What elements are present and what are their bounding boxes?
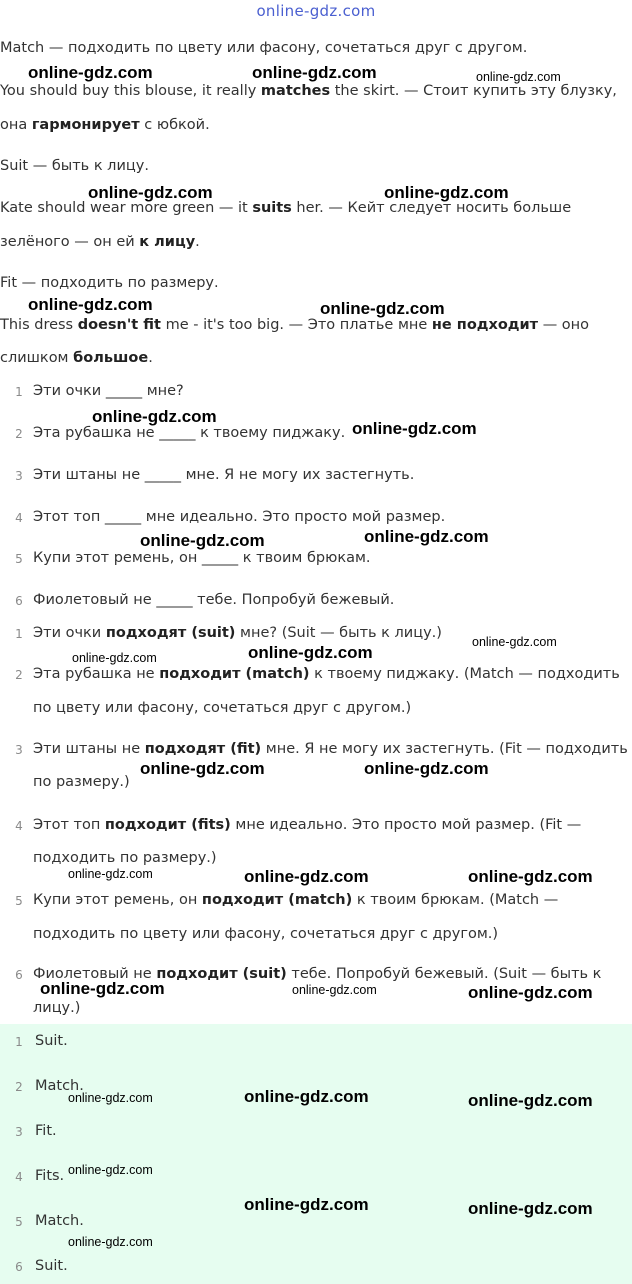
watermark: online-gdz.com (140, 759, 265, 778)
watermark: online-gdz.com (468, 1199, 593, 1218)
list-item: Эти очки подходят (suit) мне? (Suit — быть к лицу.) (33, 625, 442, 641)
list-item-number: 5 (15, 1215, 23, 1229)
watermark: online-gdz.com (292, 983, 377, 997)
watermark: online-gdz.com (68, 1163, 153, 1177)
list-item: Купи этот ремень, он подходит (match) к твоим брюкам. (Match — (33, 892, 559, 908)
site-header-logo[interactable]: online-gdz.com (256, 2, 376, 20)
list-item-number: 1 (15, 385, 23, 399)
list-item-continuation: по размеру.) (33, 774, 130, 790)
list-item-number: 3 (15, 1125, 23, 1139)
answer-item: Match. (35, 1213, 84, 1229)
watermark: online-gdz.com (468, 867, 593, 886)
list-item-number: 2 (15, 427, 23, 441)
watermark: online-gdz.com (252, 63, 377, 82)
example-match-line1: You should buy this blouse, it really matches the skirt. — Стоит купить эту блузку, (0, 83, 617, 99)
watermark: online-gdz.com (140, 531, 265, 550)
list-item: Эта рубашка не _____ к твоему пиджаку. (33, 425, 346, 441)
example-match-line2: она гармонирует с юбкой. (0, 117, 210, 133)
watermark: online-gdz.com (40, 979, 165, 998)
watermark: online-gdz.com (28, 63, 153, 82)
example-suit-line2: зелёного — он ей к лицу. (0, 234, 200, 250)
answer-item: Fit. (35, 1123, 57, 1139)
list-item: Этот топ _____ мне идеально. Это просто мой размер. (33, 509, 446, 525)
list-item: Эти штаны не _____ мне. Я не могу их застегнуть. (33, 467, 415, 483)
list-item-number: 4 (15, 511, 23, 525)
list-item-number: 4 (15, 1170, 23, 1184)
watermark: online-gdz.com (68, 867, 153, 881)
list-item-number: 6 (15, 1260, 23, 1274)
answer-item: Match. (35, 1078, 84, 1094)
answer-item: Fits. (35, 1168, 65, 1184)
list-item-number: 6 (15, 594, 23, 608)
watermark: online-gdz.com (244, 867, 369, 886)
watermark: online-gdz.com (244, 1087, 369, 1106)
watermark: online-gdz.com (244, 1195, 369, 1214)
watermark: online-gdz.com (468, 1091, 593, 1110)
example-fit-line1: This dress doesn't fit me - it's too big. — Это платье мне не подходит — оно (0, 317, 590, 333)
list-item-continuation: лицу.) (33, 1000, 81, 1016)
list-item: Эти штаны не подходят (fit) мне. Я не могу их застегнуть. (Fit — подходить (33, 741, 628, 757)
watermark: online-gdz.com (476, 70, 561, 84)
answer-item: Suit. (35, 1258, 68, 1274)
list-item-number: 4 (15, 819, 23, 833)
list-item-number: 6 (15, 968, 23, 982)
list-item: Купи этот ремень, он _____ к твоим брюкам. (33, 550, 371, 566)
watermark: online-gdz.com (364, 527, 489, 546)
definition-match: Match — подходить по цвету или фасону, сочетаться друг с другом. (0, 40, 528, 56)
watermark: online-gdz.com (320, 299, 445, 318)
definition-fit: Fit — подходить по размеру. (0, 275, 219, 291)
example-suit-line1: Kate should wear more green — it suits her. — Кейт следует носить больше (0, 200, 572, 216)
list-item-continuation: подходить по размеру.) (33, 850, 217, 866)
list-item-number: 2 (15, 1080, 23, 1094)
example-fit-line2: слишком большое. (0, 350, 153, 366)
watermark: online-gdz.com (92, 407, 217, 426)
list-item: Фиолетовый не подходит (suit) тебе. Попробуй бежевый. (Suit — быть к (33, 966, 602, 982)
list-item-number: 3 (15, 743, 23, 757)
list-item-number: 1 (15, 627, 23, 641)
watermark: online-gdz.com (88, 183, 213, 202)
watermark: online-gdz.com (352, 419, 477, 438)
watermark: online-gdz.com (72, 651, 157, 665)
list-item: Фиолетовый не _____ тебе. Попробуй бежевый. (33, 592, 395, 608)
list-item: Этот топ подходит (fits) мне идеально. Это просто мой размер. (Fit — (33, 817, 582, 833)
watermark: online-gdz.com (468, 983, 593, 1002)
list-item-continuation: подходить по цвету или фасону, сочетаться друг с другом.) (33, 926, 499, 942)
watermark: online-gdz.com (68, 1091, 153, 1105)
answer-item: Suit. (35, 1033, 68, 1049)
list-item-number: 3 (15, 469, 23, 483)
watermark: online-gdz.com (248, 643, 373, 662)
list-item-number: 1 (15, 1035, 23, 1049)
watermark: online-gdz.com (384, 183, 509, 202)
list-item: Эта рубашка не подходит (match) к твоему пиджаку. (Match — подходить (33, 666, 620, 682)
watermark: online-gdz.com (364, 759, 489, 778)
list-item-number: 5 (15, 552, 23, 566)
list-item-number: 5 (15, 894, 23, 908)
watermark: online-gdz.com (472, 635, 557, 649)
list-item-number: 2 (15, 668, 23, 682)
watermark: online-gdz.com (28, 295, 153, 314)
definition-suit: Suit — быть к лицу. (0, 158, 149, 174)
list-item: Эти очки _____ мне? (33, 383, 184, 399)
watermark: online-gdz.com (68, 1235, 153, 1249)
list-item-continuation: по цвету или фасону, сочетаться друг с другом.) (33, 700, 412, 716)
